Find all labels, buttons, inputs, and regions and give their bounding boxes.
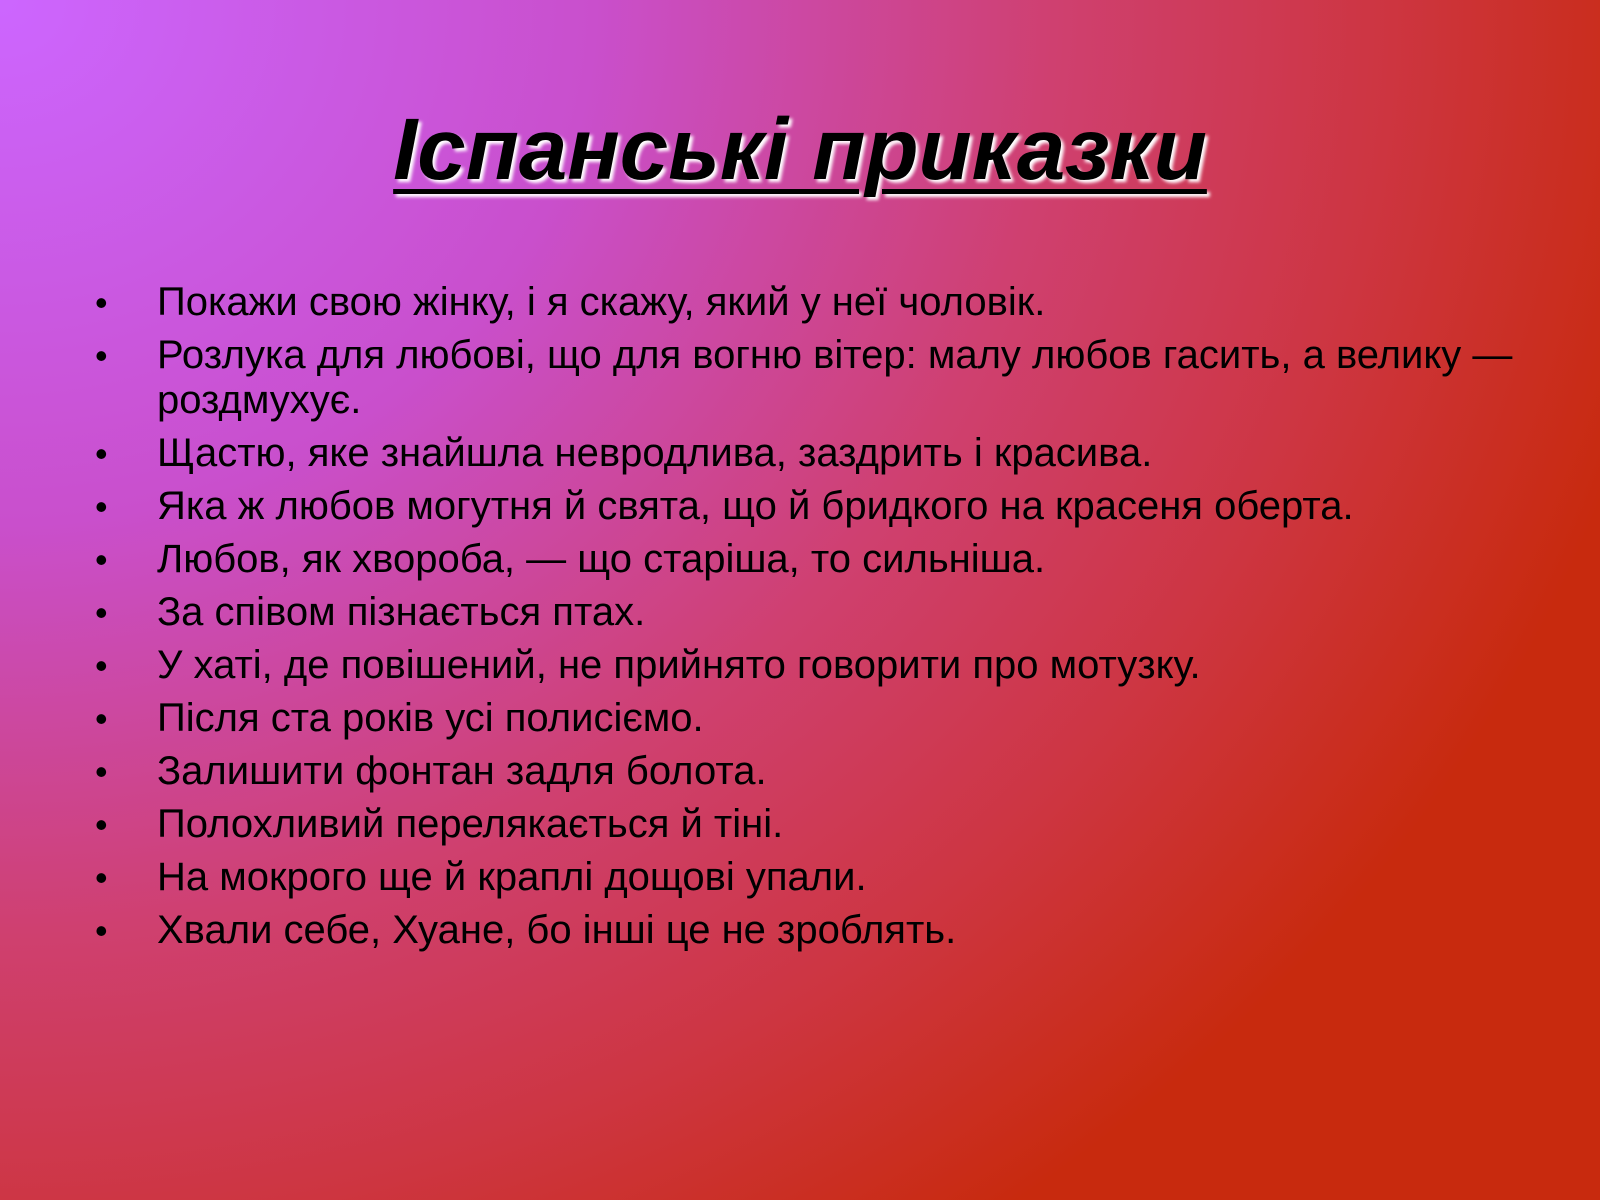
bullet-icon: •	[95, 539, 108, 580]
proverb-list	[95, 280, 1515, 961]
list-item	[95, 431, 1515, 476]
bullet-icon: •	[95, 804, 108, 845]
list-item-text: Полохливий перелякається й тіні.	[157, 802, 784, 846]
list-item-text: Любов, як хвороба, — що старіша, то сильніша.	[157, 537, 1046, 581]
list-item-text: За співом пізнається птах.	[157, 590, 646, 634]
list-item-text: Розлука для любові, що для вогню вітер: малу любов гасить, а велику — роздмухує.	[157, 333, 1513, 422]
list-item	[95, 280, 1515, 325]
bullet-icon: •	[95, 433, 108, 474]
list-item	[95, 908, 1515, 953]
list-item	[95, 696, 1515, 741]
bullet-icon: •	[95, 910, 108, 951]
list-item-text: Після ста років усі полисіємо.	[157, 696, 704, 740]
list-item	[95, 749, 1515, 794]
list-item-text: Залишити фонтан задля болота.	[157, 749, 767, 793]
bullet-icon: •	[95, 335, 108, 376]
list-item	[95, 802, 1515, 847]
list-item-text: Покажи свою жінку, і я скажу, який у неї чоловік.	[157, 280, 1046, 324]
list-item-text: Хвали себе, Хуане, бо інші це не зроблять.	[157, 908, 957, 952]
bullet-icon: •	[95, 857, 108, 898]
slide-title: Іспанські приказки	[393, 101, 1207, 198]
list-item	[95, 643, 1515, 688]
list-item	[95, 855, 1515, 900]
list-item-text: Щастю, яке знайшла невродлива, заздрить і красива.	[157, 431, 1153, 475]
list-item-text: На мокрого ще й краплі дощові упали.	[157, 855, 867, 899]
list-item-text: Яка ж любов могутня й свята, що й бридкого на красеня оберта.	[157, 484, 1354, 528]
bullet-icon: •	[95, 645, 108, 686]
bullet-icon: •	[95, 486, 108, 527]
list-item	[95, 537, 1515, 582]
list-item	[95, 484, 1515, 529]
bullet-icon: •	[95, 282, 108, 323]
list-item	[95, 590, 1515, 635]
bullet-icon: •	[95, 592, 108, 633]
bullet-icon: •	[95, 698, 108, 739]
bullet-icon: •	[95, 751, 108, 792]
list-item-text: У хаті, де повішений, не прийнято говорити про мотузку.	[157, 643, 1201, 687]
list-item	[95, 333, 1515, 423]
